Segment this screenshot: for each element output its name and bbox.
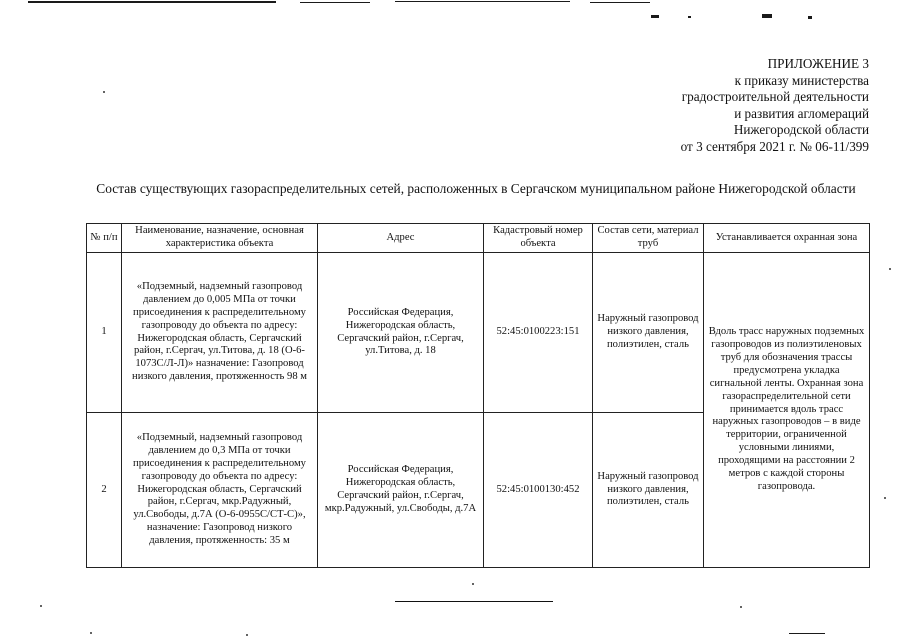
table-row [87,253,870,413]
row-number: 1 [87,253,122,413]
network-composition: Наружный газопровод низкого давления, полиэтилен, сталь [593,413,704,568]
object-description: «Подземный, надземный газопровод давлением до 0,3 МПа от точки присоединения к распределительному газопроводу до объекта по адресу: Нижегородская область, Сергачский район, г.Сергач, мкр.Радужный, ул.Свободы, д.7А (О-6-0955С/СТ-С)», назначение: Газопровод низкого давления, протяженность: 35 м [122,413,318,568]
scan-artifact-mark [762,14,772,18]
scan-artifact-line [789,633,825,634]
object-address: Российская Федерация, Нижегородская область, Сергачский район, г.Сергач, ул.Титова, д. 18 [318,253,484,413]
appendix-line: Нижегородской области [733,122,869,138]
scan-speck [740,606,742,608]
header-number: № п/п [87,224,122,253]
footer-separator-line [395,601,553,602]
scan-artifact-mark [688,16,691,18]
row-number: 2 [87,413,122,568]
appendix-line: от 3 сентября 2021 г. № 06-11/399 [680,138,869,154]
scan-artifact-line [28,1,276,3]
network-composition: Наружный газопровод низкого давления, полиэтилен, сталь [593,253,704,413]
scan-artifact-mark [651,15,659,18]
scan-speck [889,268,891,270]
gas-network-table [86,223,870,568]
scan-speck [472,583,474,585]
scan-artifact-line [300,2,370,3]
scan-speck [40,605,42,607]
scan-artifact-line [395,1,570,2]
cadastral-number: 52:45:0100223:151 [484,253,593,413]
header-name: Наименование, назначение, основная характеристика объекта [122,224,318,253]
protection-zone-description: Вдоль трасс наружных подземных газопроводов из полиэтиленовых труб для обозначения трассы предусмотрена укладка сигнальной ленты. Охранная зона газораспределительной сети принимается вдоль трасс наружных газопроводов – в виде территории, ограниченной условными линиями, проходящими на расстоянии 2 метров с каждой стороны газопровода. [704,253,870,568]
object-address: Российская Федерация, Нижегородская область, Сергачский район, г.Сергач, мкр.Радужный, ул.Свободы, д.7А [318,413,484,568]
scan-speck [884,497,886,499]
header-protection-zone: Устанавливается охранная зона [704,224,870,253]
header-cadastral: Кадастровый номер объекта [484,224,593,253]
appendix-line: градостроительной деятельности [681,89,869,105]
scan-speck [90,632,92,634]
appendix-line: к приказу министерства [734,72,869,88]
scan-artifact-mark [808,16,812,19]
scan-artifact-line [590,2,650,3]
scan-speck [103,91,105,93]
header-address: Адрес [318,224,484,253]
object-description: «Подземный, надземный газопровод давлением до 0,005 МПа от точки присоединения к распределительному газопроводу до объекта по адресу: Нижегородская область, Сергачский район, г.Сергач, ул.Титова, д. 18 (О-6-1073С/Л-Л)» назначение: Газопровод низкого давления, протяженность 98 м [122,253,318,413]
appendix-line: и развития агломераций [734,105,869,121]
header-composition: Состав сети, материал труб [593,224,704,253]
cadastral-number: 52:45:0100130:452 [484,413,593,568]
scan-speck [246,634,248,636]
appendix-line: ПРИЛОЖЕНИЕ 3 [767,56,869,71]
table-header-row [87,224,870,253]
document-title: Состав существующих газораспределительных сетей, расположенных в Сергачском муниципальном районе Нижегородской области [96,181,856,196]
appendix-block [681,56,869,156]
